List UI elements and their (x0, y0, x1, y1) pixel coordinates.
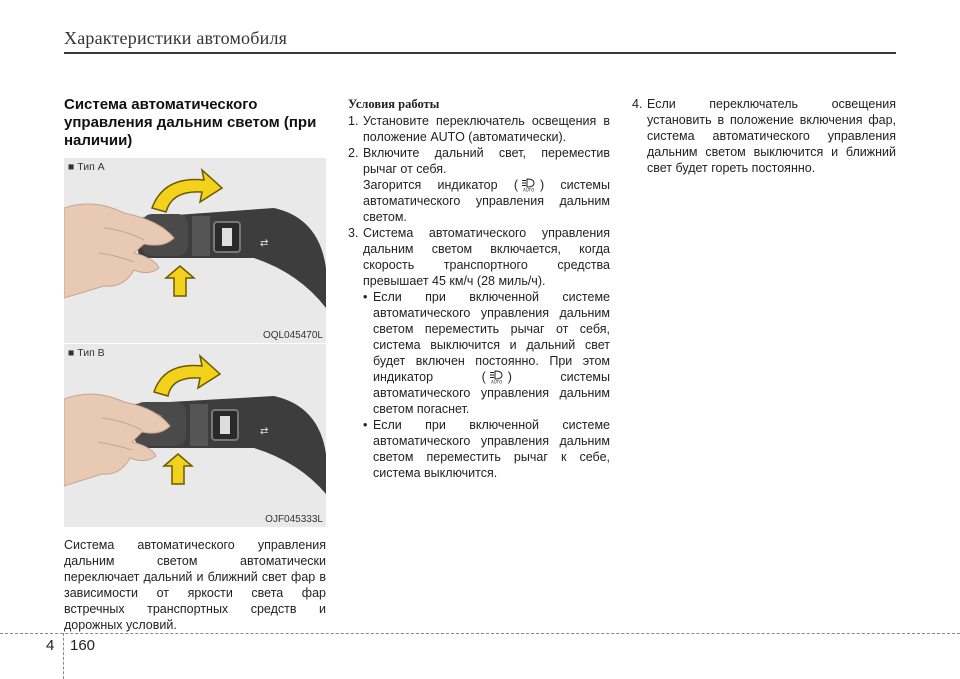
list-number: 1. (348, 114, 359, 128)
list-text: Установите переключатель освещения в положение AUTO (автоматически). (363, 114, 610, 144)
figure-code-b: OJF045333L (265, 514, 323, 525)
bullet-item (348, 417, 610, 481)
indicator-note-after: ) системы автоматического управления дальним светом. (363, 178, 610, 224)
list-text: Если переключатель освещения установить в положение включения фар, система автоматического управления дальним светом выключится и ближний свет будет гореть постоянно. (647, 97, 896, 175)
list-item (632, 96, 896, 176)
lever-illustration-b (64, 344, 326, 527)
operation-heading: Условия работы (348, 97, 440, 111)
lever-illustration-a (64, 158, 326, 343)
figure-type-b (64, 343, 326, 527)
chapter-number: 4 (46, 637, 55, 654)
list-number: 3. (348, 226, 359, 240)
svg-text:⇄: ⇄ (260, 238, 269, 249)
figure-code-a: OQL045470L (262, 330, 323, 341)
header-title: Характеристики автомобиля (64, 28, 288, 48)
bullet-item (348, 289, 610, 417)
list-text: Включите дальний свет, переместив рычаг от себя. (363, 146, 610, 176)
figure-label-b: ■ Тип B (68, 347, 105, 359)
indicator-small-text: AUTO (523, 187, 535, 192)
list-number: 2. (348, 146, 359, 160)
list-text: Система автоматического управления дальним светом включается, когда скорость транспортного средства превышает 45 км/ч (28 миль/ч). (363, 226, 610, 288)
operation-column (348, 96, 610, 481)
footer-rule (0, 633, 960, 634)
bullet-text: Если при включенной системе автоматического управления дальним светом переместить рычаг к себе, система выключится. (373, 418, 610, 480)
list-number: 4. (632, 97, 643, 111)
bullet-text: Если при включенной системе автоматического управления дальним светом переместить рычаг от себя, система выключится и дальний свет будет включен постоянно. При этом индикатор ( AUTO ) системы автоматического управления дальним светом погаснет. (373, 290, 610, 416)
indicator-small-text: AUTO (490, 379, 502, 384)
figure-type-a (64, 158, 326, 343)
operation-column-continued (632, 96, 896, 176)
list-item (348, 113, 610, 145)
svg-text:⇄: ⇄ (260, 426, 269, 437)
indicator-note (348, 177, 610, 225)
header-rule (64, 52, 896, 54)
footer-divider (63, 633, 64, 679)
auto-high-beam-icon (521, 178, 537, 192)
bullet-dot: • (363, 290, 368, 304)
list-item (348, 145, 610, 177)
auto-high-beam-icon (489, 370, 505, 384)
list-item (348, 225, 610, 289)
figure-label-a: ■ Тип A (68, 161, 105, 173)
bullet-dot: • (363, 418, 368, 432)
indicator-note-before: Загорится индикатор ( (363, 178, 518, 192)
section-title: Система автоматического управления дальним светом (при наличии) (64, 96, 317, 149)
page-number: 160 (70, 637, 96, 654)
intro-paragraph: Система автоматического управления дальним светом автоматически переключает дальний и ближний свет фар в зависимости от яркости света фар встречных транспортных средств и дорожных условий. (64, 538, 326, 632)
